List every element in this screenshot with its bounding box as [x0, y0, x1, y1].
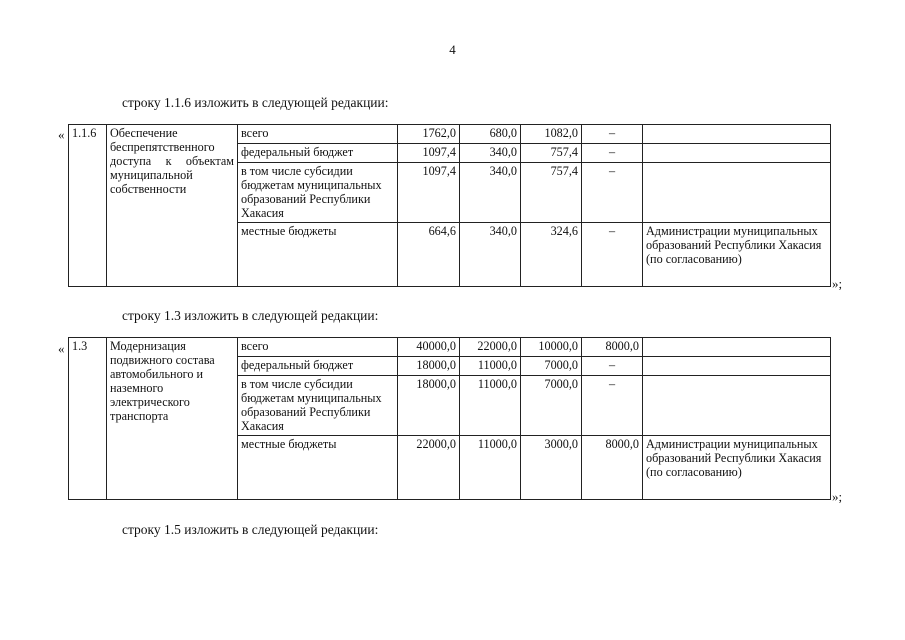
value-cell: 1097,4 — [398, 144, 460, 163]
item-code: 1.3 — [69, 338, 107, 500]
value-cell: – — [582, 357, 643, 376]
section-intro: строку 1.1.6 изложить в следующей редакции: — [122, 95, 389, 110]
value-cell: – — [582, 223, 643, 287]
value-cell: 340,0 — [460, 163, 521, 223]
row-label: местные бюджеты — [238, 223, 398, 287]
table-row — [69, 125, 831, 144]
value-cell: 757,4 — [521, 163, 582, 223]
row-label: в том числе субсидии бюджетам муниципальных образований Республики Хакасия — [238, 163, 398, 223]
value-cell: 40000,0 — [398, 338, 460, 357]
value-cell: 22000,0 — [460, 338, 521, 357]
value-cell: 7000,0 — [521, 376, 582, 436]
opening-quote: « — [58, 127, 65, 142]
value-cell: 11000,0 — [460, 376, 521, 436]
value-cell: 340,0 — [460, 223, 521, 287]
value-cell: 22000,0 — [398, 436, 460, 500]
value-cell: 1762,0 — [398, 125, 460, 144]
value-cell: 18000,0 — [398, 376, 460, 436]
value-cell: 3000,0 — [521, 436, 582, 500]
value-cell: 7000,0 — [521, 357, 582, 376]
item-name: Модернизация подвижного состава автомобильного и наземного электрического транспорта — [107, 338, 238, 500]
value-cell: – — [582, 125, 643, 144]
value-cell: 757,4 — [521, 144, 582, 163]
value-cell: 1097,4 — [398, 163, 460, 223]
value-cell: – — [582, 163, 643, 223]
row-label: федеральный бюджет — [238, 144, 398, 163]
value-cell: – — [582, 376, 643, 436]
value-cell: 18000,0 — [398, 357, 460, 376]
note-cell — [643, 376, 831, 436]
note-cell — [643, 163, 831, 223]
table-row — [69, 338, 831, 357]
value-cell: 10000,0 — [521, 338, 582, 357]
value-cell: 1082,0 — [521, 125, 582, 144]
note-cell — [643, 357, 831, 376]
note-cell: Администрации муниципальных образований Республики Хакасия (по согласованию) — [643, 223, 831, 287]
page-number: 4 — [449, 42, 456, 57]
closing-quote: »; — [832, 489, 843, 504]
note-cell — [643, 125, 831, 144]
value-cell: – — [582, 144, 643, 163]
row-label: всего — [238, 125, 398, 144]
item-name: Обеспечение беспрепятственного доступа к объектам муниципальной собственности — [107, 125, 238, 287]
value-cell: 8000,0 — [582, 338, 643, 357]
value-cell: 8000,0 — [582, 436, 643, 500]
value-cell: 324,6 — [521, 223, 582, 287]
row-label: федеральный бюджет — [238, 357, 398, 376]
section-intro: строку 1.3 изложить в следующей редакции: — [122, 308, 379, 323]
value-cell: 664,6 — [398, 223, 460, 287]
closing-quote: »; — [832, 276, 843, 291]
note-cell: Администрации муниципальных образований Республики Хакасия (по согласованию) — [643, 436, 831, 500]
row-label: местные бюджеты — [238, 436, 398, 500]
note-cell — [643, 338, 831, 357]
section-table — [68, 124, 831, 287]
row-label: всего — [238, 338, 398, 357]
value-cell: 11000,0 — [460, 436, 521, 500]
row-label: в том числе субсидии бюджетам муниципальных образований Республики Хакасия — [238, 376, 398, 436]
note-cell — [643, 144, 831, 163]
item-code: 1.1.6 — [69, 125, 107, 287]
section-table — [68, 337, 831, 500]
section-intro: строку 1.5 изложить в следующей редакции: — [122, 522, 379, 537]
value-cell: 680,0 — [460, 125, 521, 144]
opening-quote: « — [58, 341, 65, 356]
value-cell: 11000,0 — [460, 357, 521, 376]
value-cell: 340,0 — [460, 144, 521, 163]
